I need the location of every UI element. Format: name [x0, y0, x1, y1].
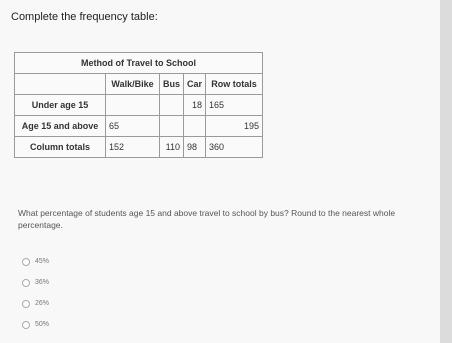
cell-total-walk: 152 — [106, 137, 160, 158]
radio-button-icon[interactable] — [22, 279, 30, 287]
table-title: Method of Travel to School — [15, 53, 263, 74]
radio-button-icon[interactable] — [22, 258, 30, 266]
radio-button-icon[interactable] — [22, 300, 30, 308]
table-header-row — [15, 74, 263, 95]
answer-label: 26% — [35, 300, 50, 307]
question-prompt: Complete the frequency table: — [11, 11, 158, 23]
cell-grand-total: 360 — [206, 137, 263, 158]
answer-option-3[interactable] — [22, 298, 49, 309]
cell-15above-bus[interactable] — [160, 116, 184, 137]
answer-label: 36% — [35, 279, 50, 286]
row-label-column-totals: Column totals — [15, 137, 106, 158]
answer-options — [22, 256, 49, 340]
question-text: What percentage of students age 15 and above travel to school by bus? Round to the nearest whole percentage. — [18, 208, 396, 230]
answer-option-1[interactable] — [22, 256, 49, 267]
answer-option-4[interactable] — [22, 319, 49, 330]
cell-under15-car: 18 — [184, 95, 206, 116]
radio-button-icon[interactable] — [22, 321, 30, 329]
answer-label: 45% — [35, 258, 50, 265]
cell-total-car: 98 — [184, 137, 206, 158]
cell-under15-walk[interactable] — [106, 95, 160, 116]
cell-total-bus: 110 — [160, 137, 184, 158]
table-row — [15, 95, 263, 116]
cell-15above-walk: 65 — [106, 116, 160, 137]
header-row-totals: Row totals — [206, 74, 263, 95]
answer-label: 50% — [35, 321, 50, 328]
table-row — [15, 116, 263, 137]
frequency-table — [14, 52, 263, 158]
row-label-15-above: Age 15 and above — [15, 116, 106, 137]
scrollbar-track[interactable] — [440, 0, 452, 343]
cell-under15-bus[interactable] — [160, 95, 184, 116]
header-walk-bike: Walk/Bike — [106, 74, 160, 95]
cell-under15-total: 165 — [206, 95, 263, 116]
header-bus: Bus — [160, 74, 184, 95]
header-blank — [15, 74, 106, 95]
answer-option-2[interactable] — [22, 277, 49, 288]
header-car: Car — [184, 74, 206, 95]
cell-15above-total: 195 — [206, 116, 263, 137]
row-label-under-15: Under age 15 — [15, 95, 106, 116]
table-row — [15, 137, 263, 158]
cell-15above-car[interactable] — [184, 116, 206, 137]
